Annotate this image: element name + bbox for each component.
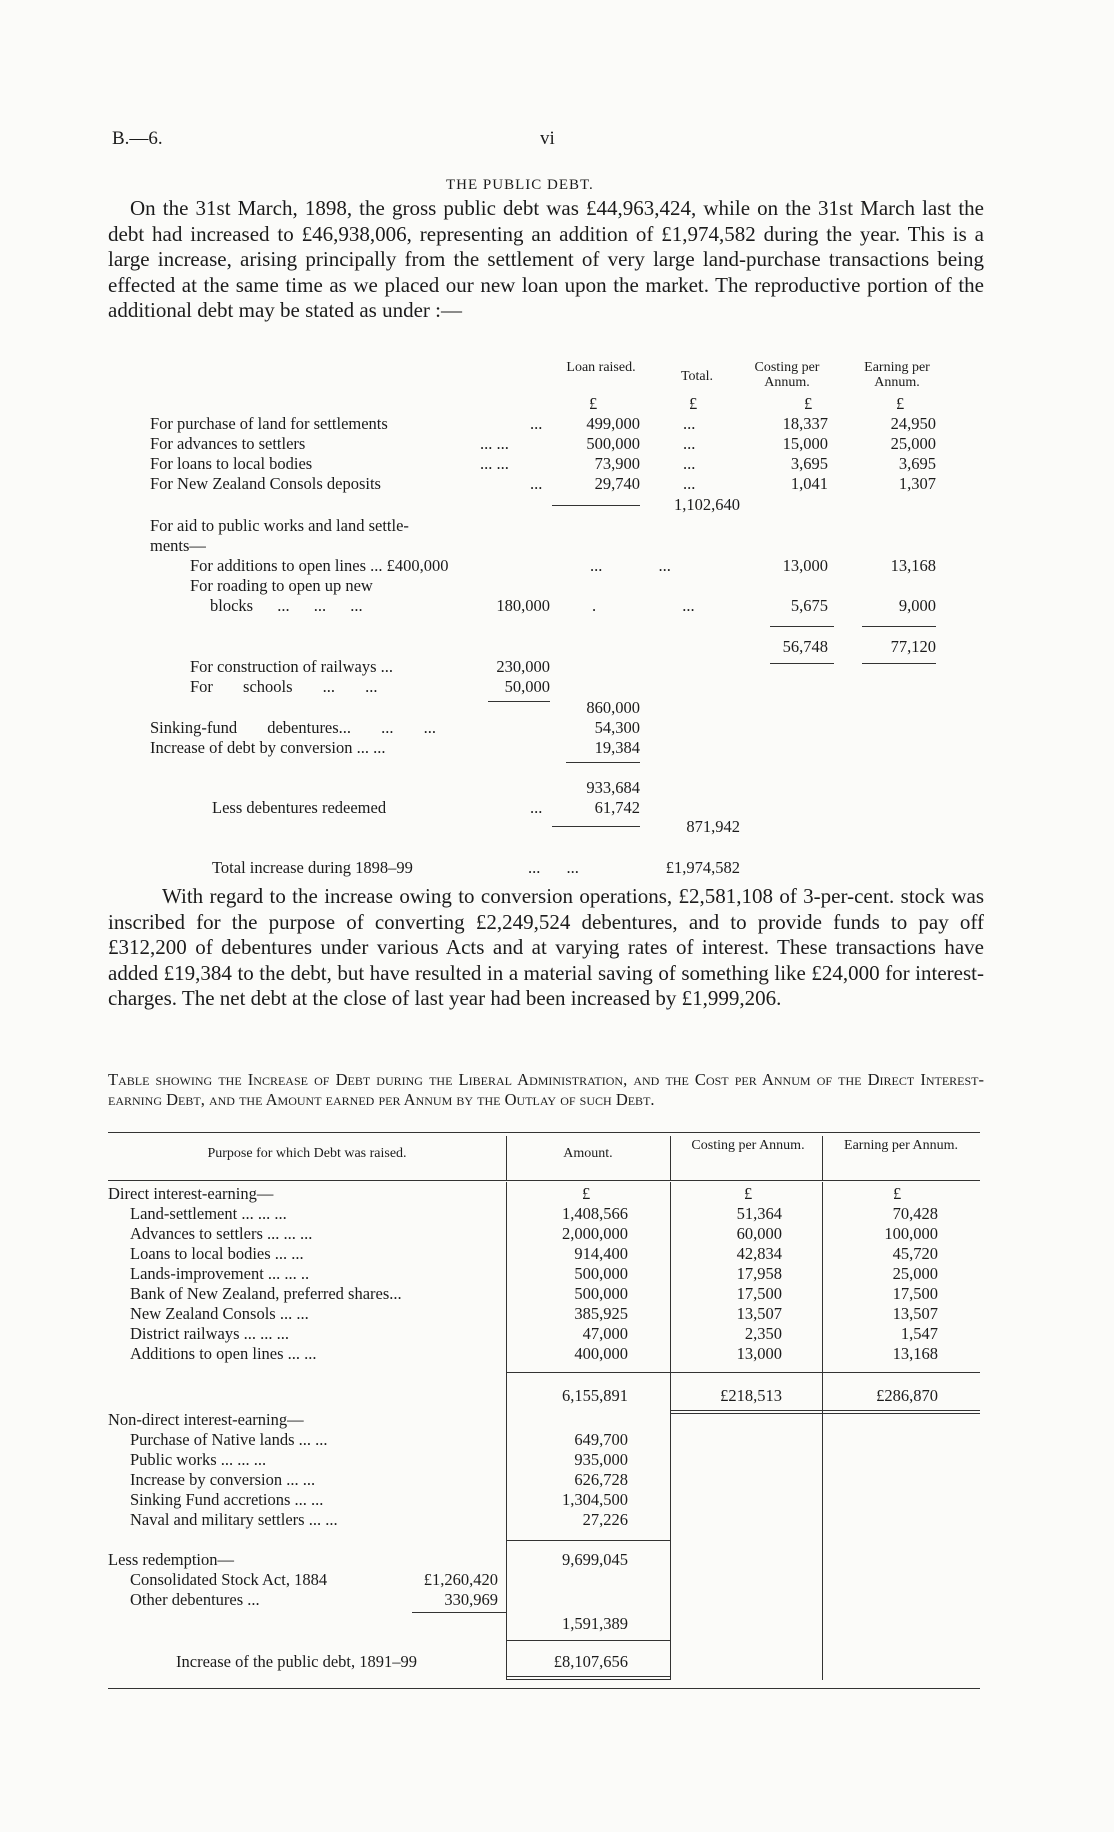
t1-conversion-label: Increase of debt by conversion ... ... <box>150 738 386 757</box>
t2-nondirect-row-label: Public works ... ... ... <box>130 1450 267 1469</box>
t1-pound-loan: £ <box>589 394 598 413</box>
t2-direct-row-amount: 385,925 <box>574 1304 628 1323</box>
t2-final-label: Increase of the public debt, 1891–99 <box>176 1652 418 1671</box>
t2-header-earning: Earning per Annum. <box>844 1138 958 1153</box>
t1-col-loan: Loan raised. <box>566 360 636 375</box>
t2-direct-row-cost: 42,834 <box>736 1244 782 1263</box>
t1-conversion-amount: 19,384 <box>594 738 640 757</box>
t1-col-costing: Costing per Annum. <box>754 360 820 390</box>
t1-row-cost: 1,041 <box>790 474 828 493</box>
t1-total-label: Total increase during 1898–99 <box>212 858 413 877</box>
t1-row-dots: ... ... <box>480 454 509 473</box>
t1-row-label: For loans to local bodies <box>150 454 313 473</box>
t1-schools-amount: 50,000 <box>504 677 550 696</box>
t1-row-total: ... <box>683 454 696 473</box>
t1-subtotal-2: 860,000 <box>586 698 640 717</box>
t1-railways-label: For construction of railways ... <box>190 657 394 676</box>
t2-direct-row-earn: 1,547 <box>900 1324 938 1343</box>
t2-less-heading: Less redemption— <box>108 1550 235 1569</box>
t2-direct-row-earn: 25,000 <box>892 1264 938 1283</box>
t2-nondirect-row-amount: 27,226 <box>582 1510 628 1529</box>
t2-pound-cost: £ <box>744 1184 753 1203</box>
t1-total-amount: £1,974,582 <box>665 858 740 877</box>
t1-schools-label: For schools ... ... <box>190 677 378 696</box>
t1-net-amount: 871,942 <box>686 817 740 836</box>
t2-direct-row-label: Lands-improvement ... ... .. <box>130 1264 310 1283</box>
t2-direct-row-cost: 51,364 <box>736 1204 782 1223</box>
t1-open-lines-dots: ... ... <box>590 556 671 575</box>
t2-nondirect-row-label: Naval and military settlers ... ... <box>130 1510 338 1529</box>
t1-subtotal-3: 933,684 <box>586 778 640 797</box>
t1-open-lines-cost: 13,000 <box>782 556 828 575</box>
conversion-paragraph: With regard to the increase owing to conversion operations, £2,581,108 of 3-per-cent. stock was inscribed for the purpose of converting £2,249,524 debentures, and to provide funds to pay off £312,200 of debentures under various Acts and at varying rates of interest. These transactions have added £19,384 to the debt, but have resulted in a material saving of something like £24,000 for interest-charges. The net debt at the close of last year had been increased by £1,999,206. <box>108 884 984 1010</box>
t1-roading-dots: . ... <box>592 596 695 615</box>
t2-less-row-amount: 330,969 <box>444 1590 498 1609</box>
t1-row-dots: ... <box>530 474 543 493</box>
t1-cost-total: 56,748 <box>782 637 828 656</box>
t2-nondirect-row-amount: 649,700 <box>574 1430 628 1449</box>
t2-nondirect-row-amount: 935,000 <box>574 1450 628 1469</box>
t2-direct-row-earn: 70,428 <box>892 1204 938 1223</box>
t2-direct-heading: Direct interest-earning— <box>108 1184 274 1203</box>
t2-direct-row-cost: 60,000 <box>736 1224 782 1243</box>
t1-less-label: Less debentures redeemed <box>212 798 387 817</box>
t2-direct-row-label: Advances to settlers ... ... ... <box>130 1224 313 1243</box>
t1-roading-amount: 180,000 <box>496 596 550 615</box>
t2-direct-row-amount: 2,000,000 <box>562 1224 628 1243</box>
t2-header-amount: Amount. <box>563 1146 613 1161</box>
t2-direct-row-label: Loans to local bodies ... ... <box>130 1244 304 1263</box>
t2-direct-row-earn: 17,500 <box>892 1284 938 1303</box>
t1-col-total: Total. <box>680 369 714 384</box>
t1-less-amount: 61,742 <box>594 798 640 817</box>
t2-nondirect-row-label: Sinking Fund accretions ... ... <box>130 1490 324 1509</box>
t2-gross-total: 9,699,045 <box>562 1550 628 1569</box>
t2-direct-row-amount: 400,000 <box>574 1344 628 1363</box>
t2-direct-row-earn: 13,168 <box>892 1344 938 1363</box>
t2-less-row-amount: £1,260,420 <box>423 1570 498 1589</box>
t1-row-label: For advances to settlers <box>150 434 306 453</box>
t2-direct-row-earn: 100,000 <box>884 1224 938 1243</box>
t1-row-label: For purchase of land for settlements <box>150 414 388 433</box>
t1-roading-label: blocks ... ... ... <box>210 596 363 615</box>
t2-less-row-label: Consolidated Stock Act, 1884 <box>130 1570 328 1589</box>
t2-direct-row-label: New Zealand Consols ... ... <box>130 1304 309 1323</box>
t2-direct-row-earn: 45,720 <box>892 1244 938 1263</box>
table-caption: Table showing the Increase of Debt during the Liberal Administration, and the Cost per Annum of the Direct Interest-earning Debt, and the Amount earned per Annum by the Outlay of such Debt. <box>108 1070 984 1109</box>
t1-earn-total: 77,120 <box>890 637 936 656</box>
t2-direct-total-earn: £286,870 <box>876 1386 938 1405</box>
t2-direct-row-amount: 500,000 <box>574 1284 628 1303</box>
t2-nondirect-heading: Non-direct interest-earning— <box>108 1410 304 1429</box>
t1-row-label: For New Zealand Consols deposits <box>150 474 381 493</box>
t1-pound-earn: £ <box>896 394 905 413</box>
t2-header-purpose: Purpose for which Debt was raised. <box>207 1146 407 1161</box>
t1-row-loan: 73,900 <box>594 454 640 473</box>
t2-nondirect-row-amount: 1,304,500 <box>562 1490 628 1509</box>
section-title: THE PUBLIC DEBT. <box>446 177 594 193</box>
t1-row-earn: 24,950 <box>890 414 936 433</box>
t1-aid-label: ments— <box>150 536 206 555</box>
t1-row-dots: ... ... <box>480 434 509 453</box>
t1-row-earn: 1,307 <box>898 474 936 493</box>
t2-direct-row-amount: 500,000 <box>574 1264 628 1283</box>
t2-direct-row-label: District railways ... ... ... <box>130 1324 290 1343</box>
t1-roading-cost: 5,675 <box>790 596 828 615</box>
t1-row-earn: 3,695 <box>898 454 936 473</box>
t2-direct-row-cost: 13,507 <box>736 1304 782 1323</box>
t1-pound-total: £ <box>689 394 698 413</box>
t1-sinking-amount: 54,300 <box>594 718 640 737</box>
t1-row-loan: 29,740 <box>594 474 640 493</box>
t1-row-loan: 499,000 <box>586 414 640 433</box>
t2-direct-row-cost: 17,500 <box>736 1284 782 1303</box>
t2-direct-row-cost: 13,000 <box>736 1344 782 1363</box>
t1-railways-amount: 230,000 <box>496 657 550 676</box>
t1-row-dots: ... <box>530 414 543 433</box>
t1-row-total: ... <box>683 414 696 433</box>
t2-direct-row-earn: 13,507 <box>892 1304 938 1323</box>
t1-row-total: ... <box>683 434 696 453</box>
t2-nondirect-row-amount: 626,728 <box>574 1470 628 1489</box>
t1-open-lines-label: For additions to open lines ... £400,000 <box>190 556 449 575</box>
page-number: vi <box>540 128 555 149</box>
t2-nondirect-row-label: Increase by conversion ... ... <box>130 1470 316 1489</box>
t1-open-lines-earn: 13,168 <box>890 556 936 575</box>
t1-sinking-label: Sinking-fund debentures... ... ... <box>150 718 437 737</box>
t1-row-cost: 18,337 <box>782 414 828 433</box>
t1-row-total: ... <box>683 474 696 493</box>
t2-nondirect-row-label: Purchase of Native lands ... ... <box>130 1430 328 1449</box>
t1-pound-cost: £ <box>804 394 813 413</box>
t2-direct-row-amount: 914,400 <box>574 1244 628 1263</box>
t2-direct-row-amount: 47,000 <box>582 1324 628 1343</box>
t1-col-earning: Earning per Annum. <box>864 360 930 390</box>
t2-direct-row-label: Additions to open lines ... ... <box>130 1344 317 1363</box>
t2-pound-earn: £ <box>893 1184 902 1203</box>
t1-less-dots: ... <box>530 798 543 817</box>
t2-direct-row-label: Land-settlement ... ... ... <box>130 1204 287 1223</box>
t1-row-cost: 15,000 <box>782 434 828 453</box>
t2-direct-row-cost: 17,958 <box>736 1264 782 1283</box>
t1-roading-earn: 9,000 <box>898 596 936 615</box>
t1-aid-label: For aid to public works and land settle- <box>150 516 409 535</box>
t2-final-amount: £8,107,656 <box>553 1652 628 1671</box>
t2-direct-row-label: Bank of New Zealand, preferred shares... <box>130 1284 402 1303</box>
t2-direct-total-cost: £218,513 <box>720 1386 782 1405</box>
t2-direct-row-amount: 1,408,566 <box>562 1204 628 1223</box>
t1-total-dots: ... ... <box>528 858 579 877</box>
t2-direct-total-amount: 6,155,891 <box>562 1386 628 1405</box>
t1-subtotal: 1,102,640 <box>674 495 740 514</box>
t1-roading-label: For roading to open up new <box>190 576 373 595</box>
t1-row-loan: 500,000 <box>586 434 640 453</box>
t2-less-row-label: Other debentures ... <box>130 1590 260 1609</box>
t2-pound-amount: £ <box>582 1184 591 1203</box>
t2-direct-row-cost: 2,350 <box>744 1324 782 1343</box>
t2-less-total: 1,591,389 <box>562 1614 628 1633</box>
document-reference: B.—6. <box>112 128 163 149</box>
t1-row-earn: 25,000 <box>890 434 936 453</box>
t2-header-costing: Costing per Annum. <box>691 1138 805 1153</box>
t1-row-cost: 3,695 <box>790 454 828 473</box>
intro-paragraph: On the 31st March, 1898, the gross public debt was £44,963,424, while on the 31st March last the debt had increased to £46,938,006, representing an addition of £1,974,582 during the year. This is a large increase, arising principally from the settlement of very large land-purchase transactions being effected at the same time as we placed our new loan upon the market. The reproductive portion of the additional debt may be stated as under :— <box>108 196 984 322</box>
